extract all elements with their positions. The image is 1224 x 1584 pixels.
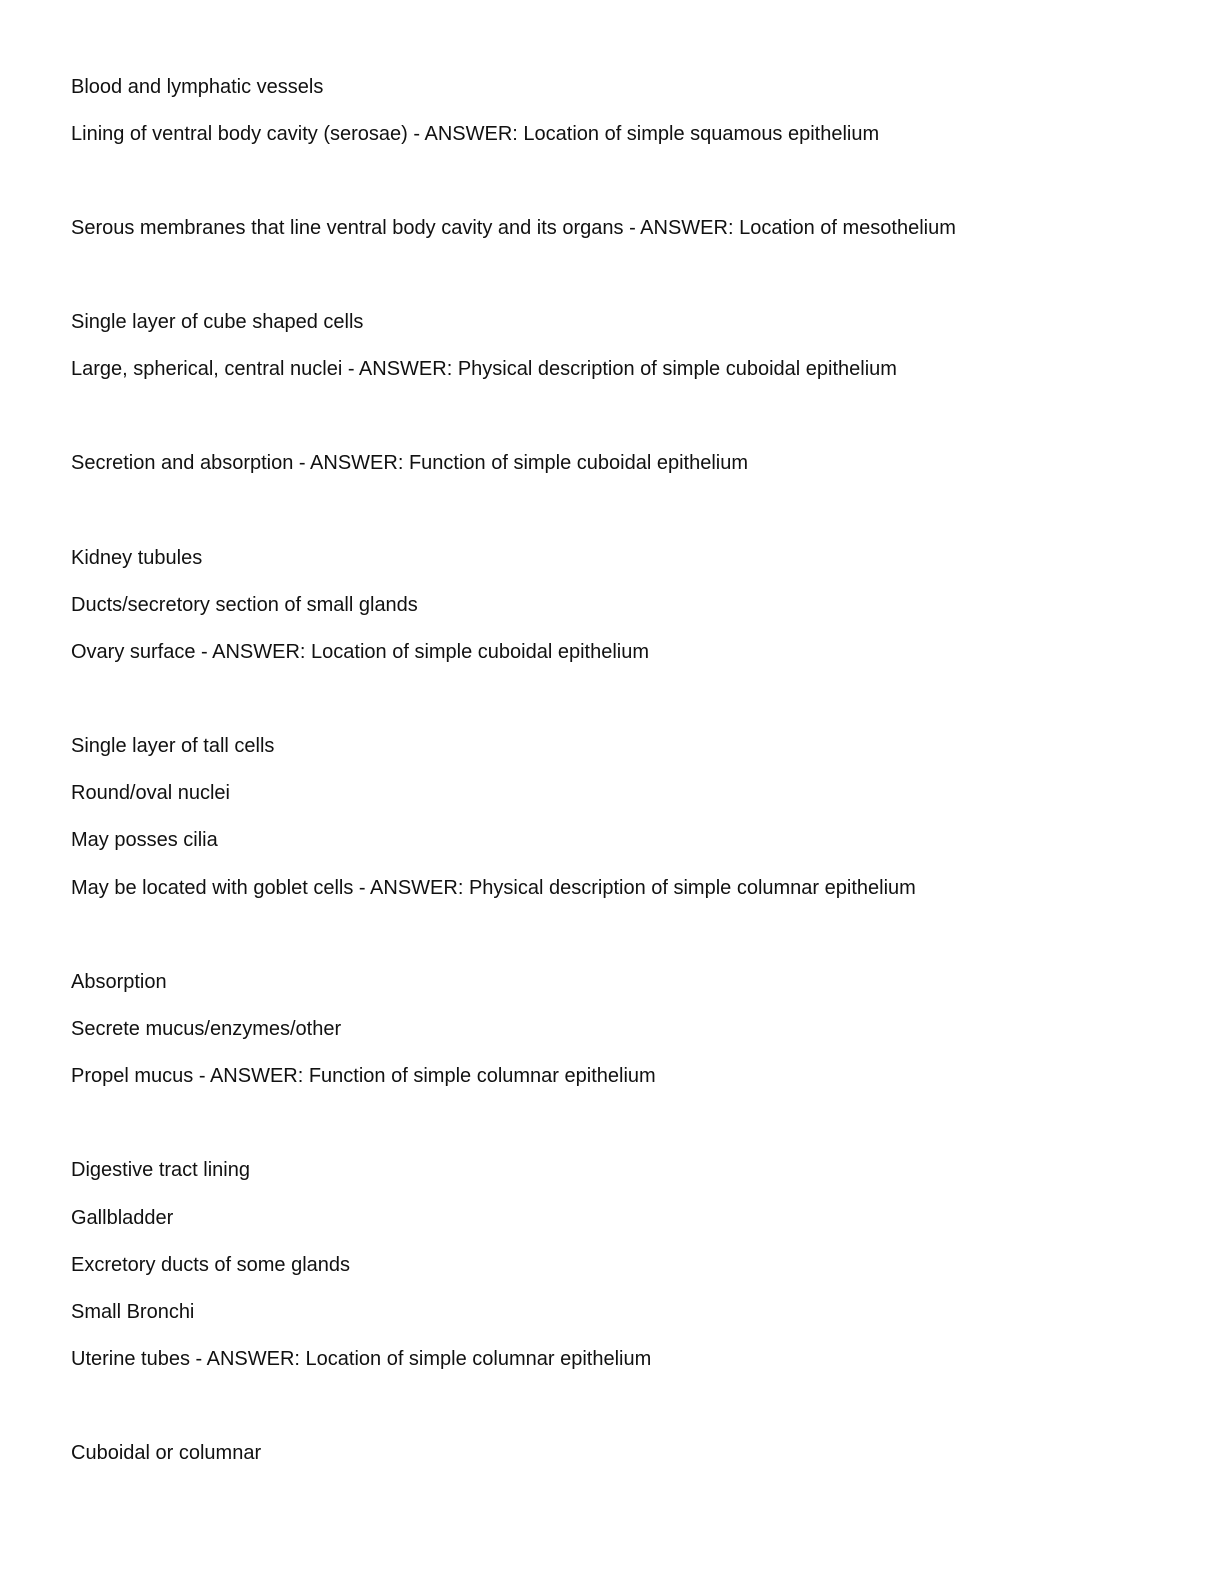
text-line: Ovary surface - ANSWER: Location of simple cuboidal epithelium [71,641,650,663]
text-line: Serous membranes that line ventral body cavity and its organs - ANSWER: Location of mesothelium [71,217,956,239]
text-line: Round/oval nuclei [71,782,230,804]
text-line: Ducts/secretory section of small glands [71,594,418,616]
text-line: Lining of ventral body cavity (serosae) - ANSWER: Location of simple squamous epithelium [71,123,880,145]
text-line: Small Bronchi [71,1301,195,1323]
text-line: Absorption [71,971,167,993]
text-line: May posses cilia [71,829,218,851]
text-line: Large, spherical, central nuclei - ANSWER: Physical description of simple cuboidal epithelium [71,358,897,380]
text-line: Cuboidal or columnar [71,1442,262,1464]
text-line: May be located with goblet cells - ANSWER: Physical description of simple columnar epithelium [71,877,916,899]
text-line: Digestive tract lining [71,1159,250,1181]
text-line: Secretion and absorption - ANSWER: Function of simple cuboidal epithelium [71,452,749,474]
text-line: Single layer of cube shaped cells [71,311,364,333]
text-line: Excretory ducts of some glands [71,1254,351,1276]
text-line: Uterine tubes - ANSWER: Location of simple columnar epithelium [71,1348,652,1370]
text-line: Single layer of tall cells [71,735,275,757]
text-line: Gallbladder [71,1207,174,1229]
text-line: Kidney tubules [71,547,203,569]
text-line: Propel mucus - ANSWER: Function of simple columnar epithelium [71,1065,656,1087]
text-line: Blood and lymphatic vessels [71,76,324,98]
text-line: Secrete mucus/enzymes/other [71,1018,342,1040]
